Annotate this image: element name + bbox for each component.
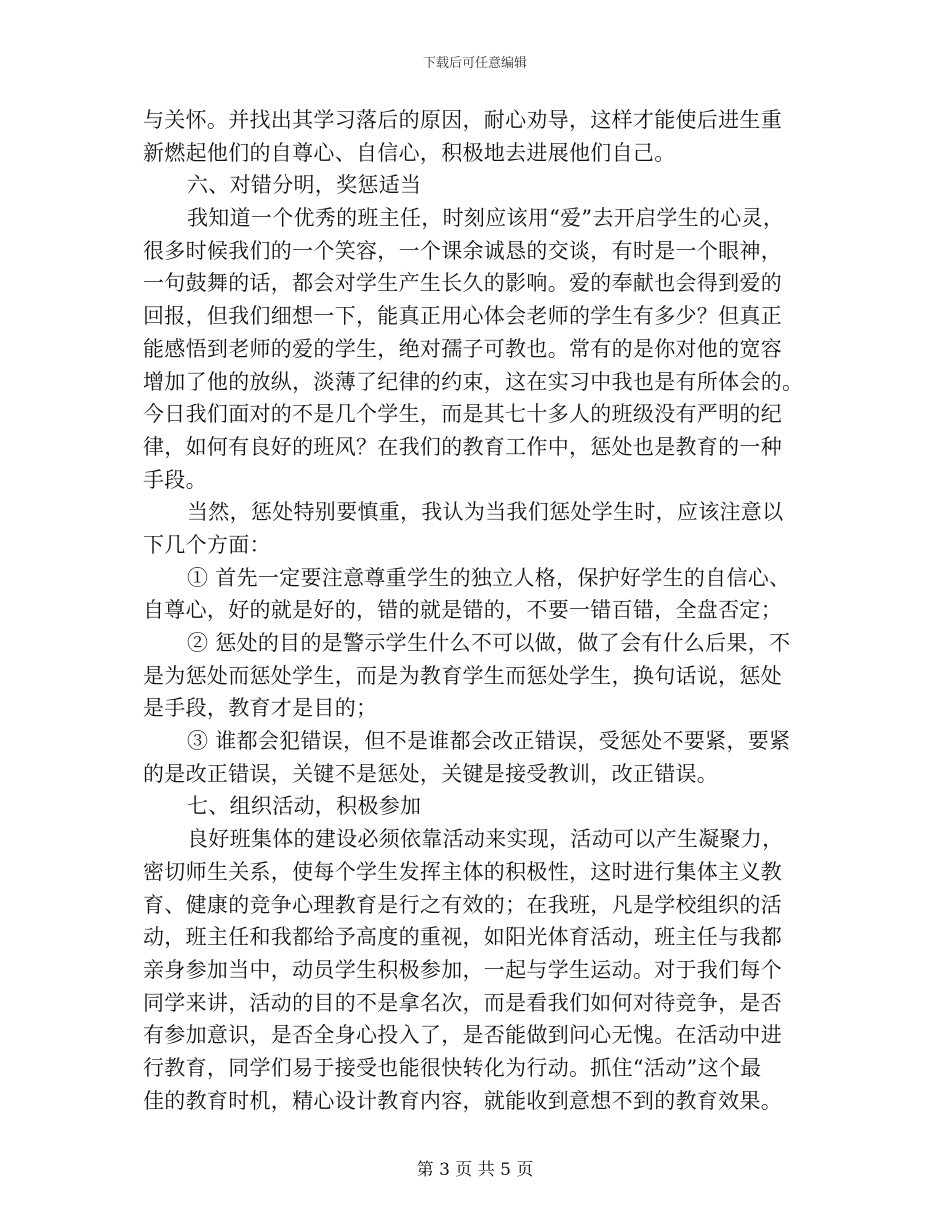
text-line: 与关怀。并找出其学习落后的原因，耐心劝导，这样才能使后进生重 (143, 108, 782, 132)
text-line: 今日我们面对的不是几个学生，而是其七十多人的班级没有严明的纪 (143, 402, 782, 427)
page-footer: 第 3 页 共 5 页 (416, 1160, 534, 1180)
text-line: 是手段，教育才是目的； (143, 696, 378, 721)
text-line: 行教育，同学们易于接受也能很快转化为行动。抓住“活动”这个最 (143, 1055, 762, 1080)
text-line: 良好班集体的建设必须依靠活动来实现，活动可以产生凝聚力， (187, 827, 784, 852)
text-line: 动，班主任和我都给予高度的重视，如阳光体育活动，班主任与我都 (143, 925, 782, 950)
text-line: 育、健康的竞争心理教育是行之有效的；在我班，凡是学校组织的活 (143, 892, 782, 917)
text-line: 有参加意识，是否全身心投入了，是否能做到问心无愧。在活动中进 (143, 1023, 782, 1048)
text-line: 亲身参加当中，动员学生积极参加，一起与学生运动。对于我们每个 (143, 957, 782, 982)
text-line: 我知道一个优秀的班主任，时刻应该用“爱”去开启学生的心灵， (187, 206, 785, 231)
text-line: 自尊心，好的就是好的，错的就是错的，不要一错百错，全盘否定； (143, 598, 782, 623)
text-line: 律，如何有良好的班风？在我们的教育工作中，惩处也是教育的一种 (143, 434, 782, 459)
text-line: 能感悟到老师的爱的学生，绝对孺子可教也。常有的是你对他的宽容 (143, 336, 782, 361)
page-header: 下载后可任意编辑 (422, 56, 527, 71)
text-line: 的是改正错误，关键不是惩处，关键是接受教训，改正错误。 (143, 761, 719, 786)
text-line: 六、对错分明，奖惩适当 (187, 173, 422, 198)
document-body (143, 104, 811, 1117)
text-line: 佳的教育时机，精心设计教育内容，就能收到意想不到的教育效果。 (143, 1088, 782, 1113)
text-line: ③ 谁都会犯错误，但不是谁都会改正错误，受惩处不要紧，要紧 (187, 729, 791, 754)
text-line: 当然，惩处特别要慎重，我认为当我们惩处学生时，应该注意以 (187, 500, 784, 525)
text-line: ① 首先一定要注意尊重学生的独立人格，保护好学生的自信心、 (187, 565, 791, 590)
text-line: 是为惩处而惩处学生，而是为教育学生而惩处学生，换句话说，惩处 (143, 663, 782, 688)
text-line: 回报，但我们细想一下，能真正用心体会老师的学生有多少？但真正 (143, 304, 782, 329)
text-line: 密切师生关系，使每个学生发挥主体的积极性，这时进行集体主义教 (143, 859, 782, 884)
text-line: 增加了他的放纵，淡薄了纪律的约束，这在实习中我也是有所体会的。 (143, 369, 804, 394)
text-line: 同学来讲，活动的目的不是拿名次，而是看我们如何对待竞争，是否 (143, 990, 782, 1015)
text-line: ② 惩处的目的是警示学生什么不可以做，做了会有什么后果，不 (187, 631, 791, 655)
text-line: 很多时候我们的一个笑容，一个课余诚恳的交谈，有时是一个眼神， (143, 238, 782, 263)
text-line: 七、组织活动，积极参加 (187, 794, 422, 819)
text-line: 新燃起他们的自尊心、自信心，积极地去进展他们自己。 (143, 140, 676, 165)
text-line: 下几个方面： (143, 532, 271, 557)
text-line: 手段。 (143, 467, 207, 492)
text-line: 一句鼓舞的话，都会对学生产生长久的影响。爱的奉献也会得到爱的 (143, 271, 782, 296)
